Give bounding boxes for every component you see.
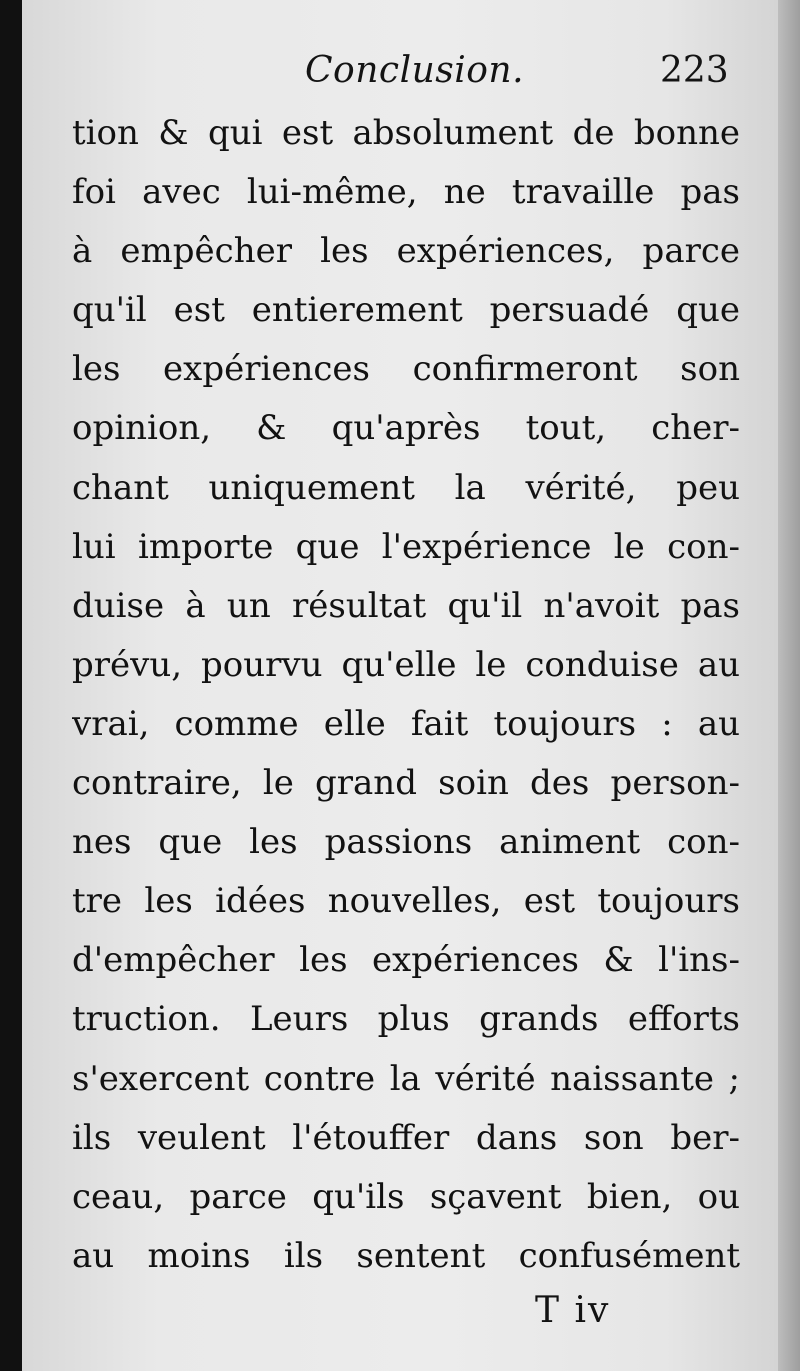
text-line: prévu, pourvu qu'elle le conduise au (72, 644, 740, 685)
text-line: opinion, & qu'après tout, cher- (72, 408, 740, 449)
text-line: ils veulent l'étouffer dans son ber- (72, 1117, 740, 1158)
page-edge-shadow (778, 0, 800, 1371)
text-line: tre les idées nouvelles, est toujours (72, 881, 740, 922)
text-line: à empêcher les expériences, parce (72, 231, 740, 272)
text-line: d'empêcher les expériences & l'ins- (72, 940, 740, 981)
text-line: vrai, comme elle fait toujours : au (72, 703, 740, 744)
text-line: tion & qui est absolument de bonne (72, 113, 740, 153)
text-line: lui importe que l'expérience le con- (72, 526, 740, 567)
text-line: nes que les passions animent con- (72, 822, 740, 863)
text-line: s'exercent contre la vérité naissante ; (72, 1058, 740, 1099)
text-line: les expériences confirmeront son (72, 349, 740, 390)
text-line: au moins ils sentent confusément (72, 1235, 740, 1276)
text-line: ceau, parce qu'ils sçavent bien, ou (72, 1176, 740, 1217)
page-number: 223 (660, 50, 729, 91)
text-line: duise à un résultat qu'il n'avoit pas (72, 585, 740, 626)
text-line: chant uniquement la vérité, peu (72, 467, 740, 508)
running-head: Conclusion. (305, 50, 525, 91)
page-header (0, 48, 800, 100)
text-line: qu'il est entierement persuadé que (72, 290, 740, 331)
text-line: truction. Leurs plus grands efforts (72, 999, 740, 1040)
text-line: contraire, le grand soin des person- (72, 763, 740, 804)
body-text (72, 104, 740, 1286)
signature-mark: T iv (535, 1290, 611, 1331)
text-line: foi avec lui-même, ne travaille pas (72, 172, 740, 213)
